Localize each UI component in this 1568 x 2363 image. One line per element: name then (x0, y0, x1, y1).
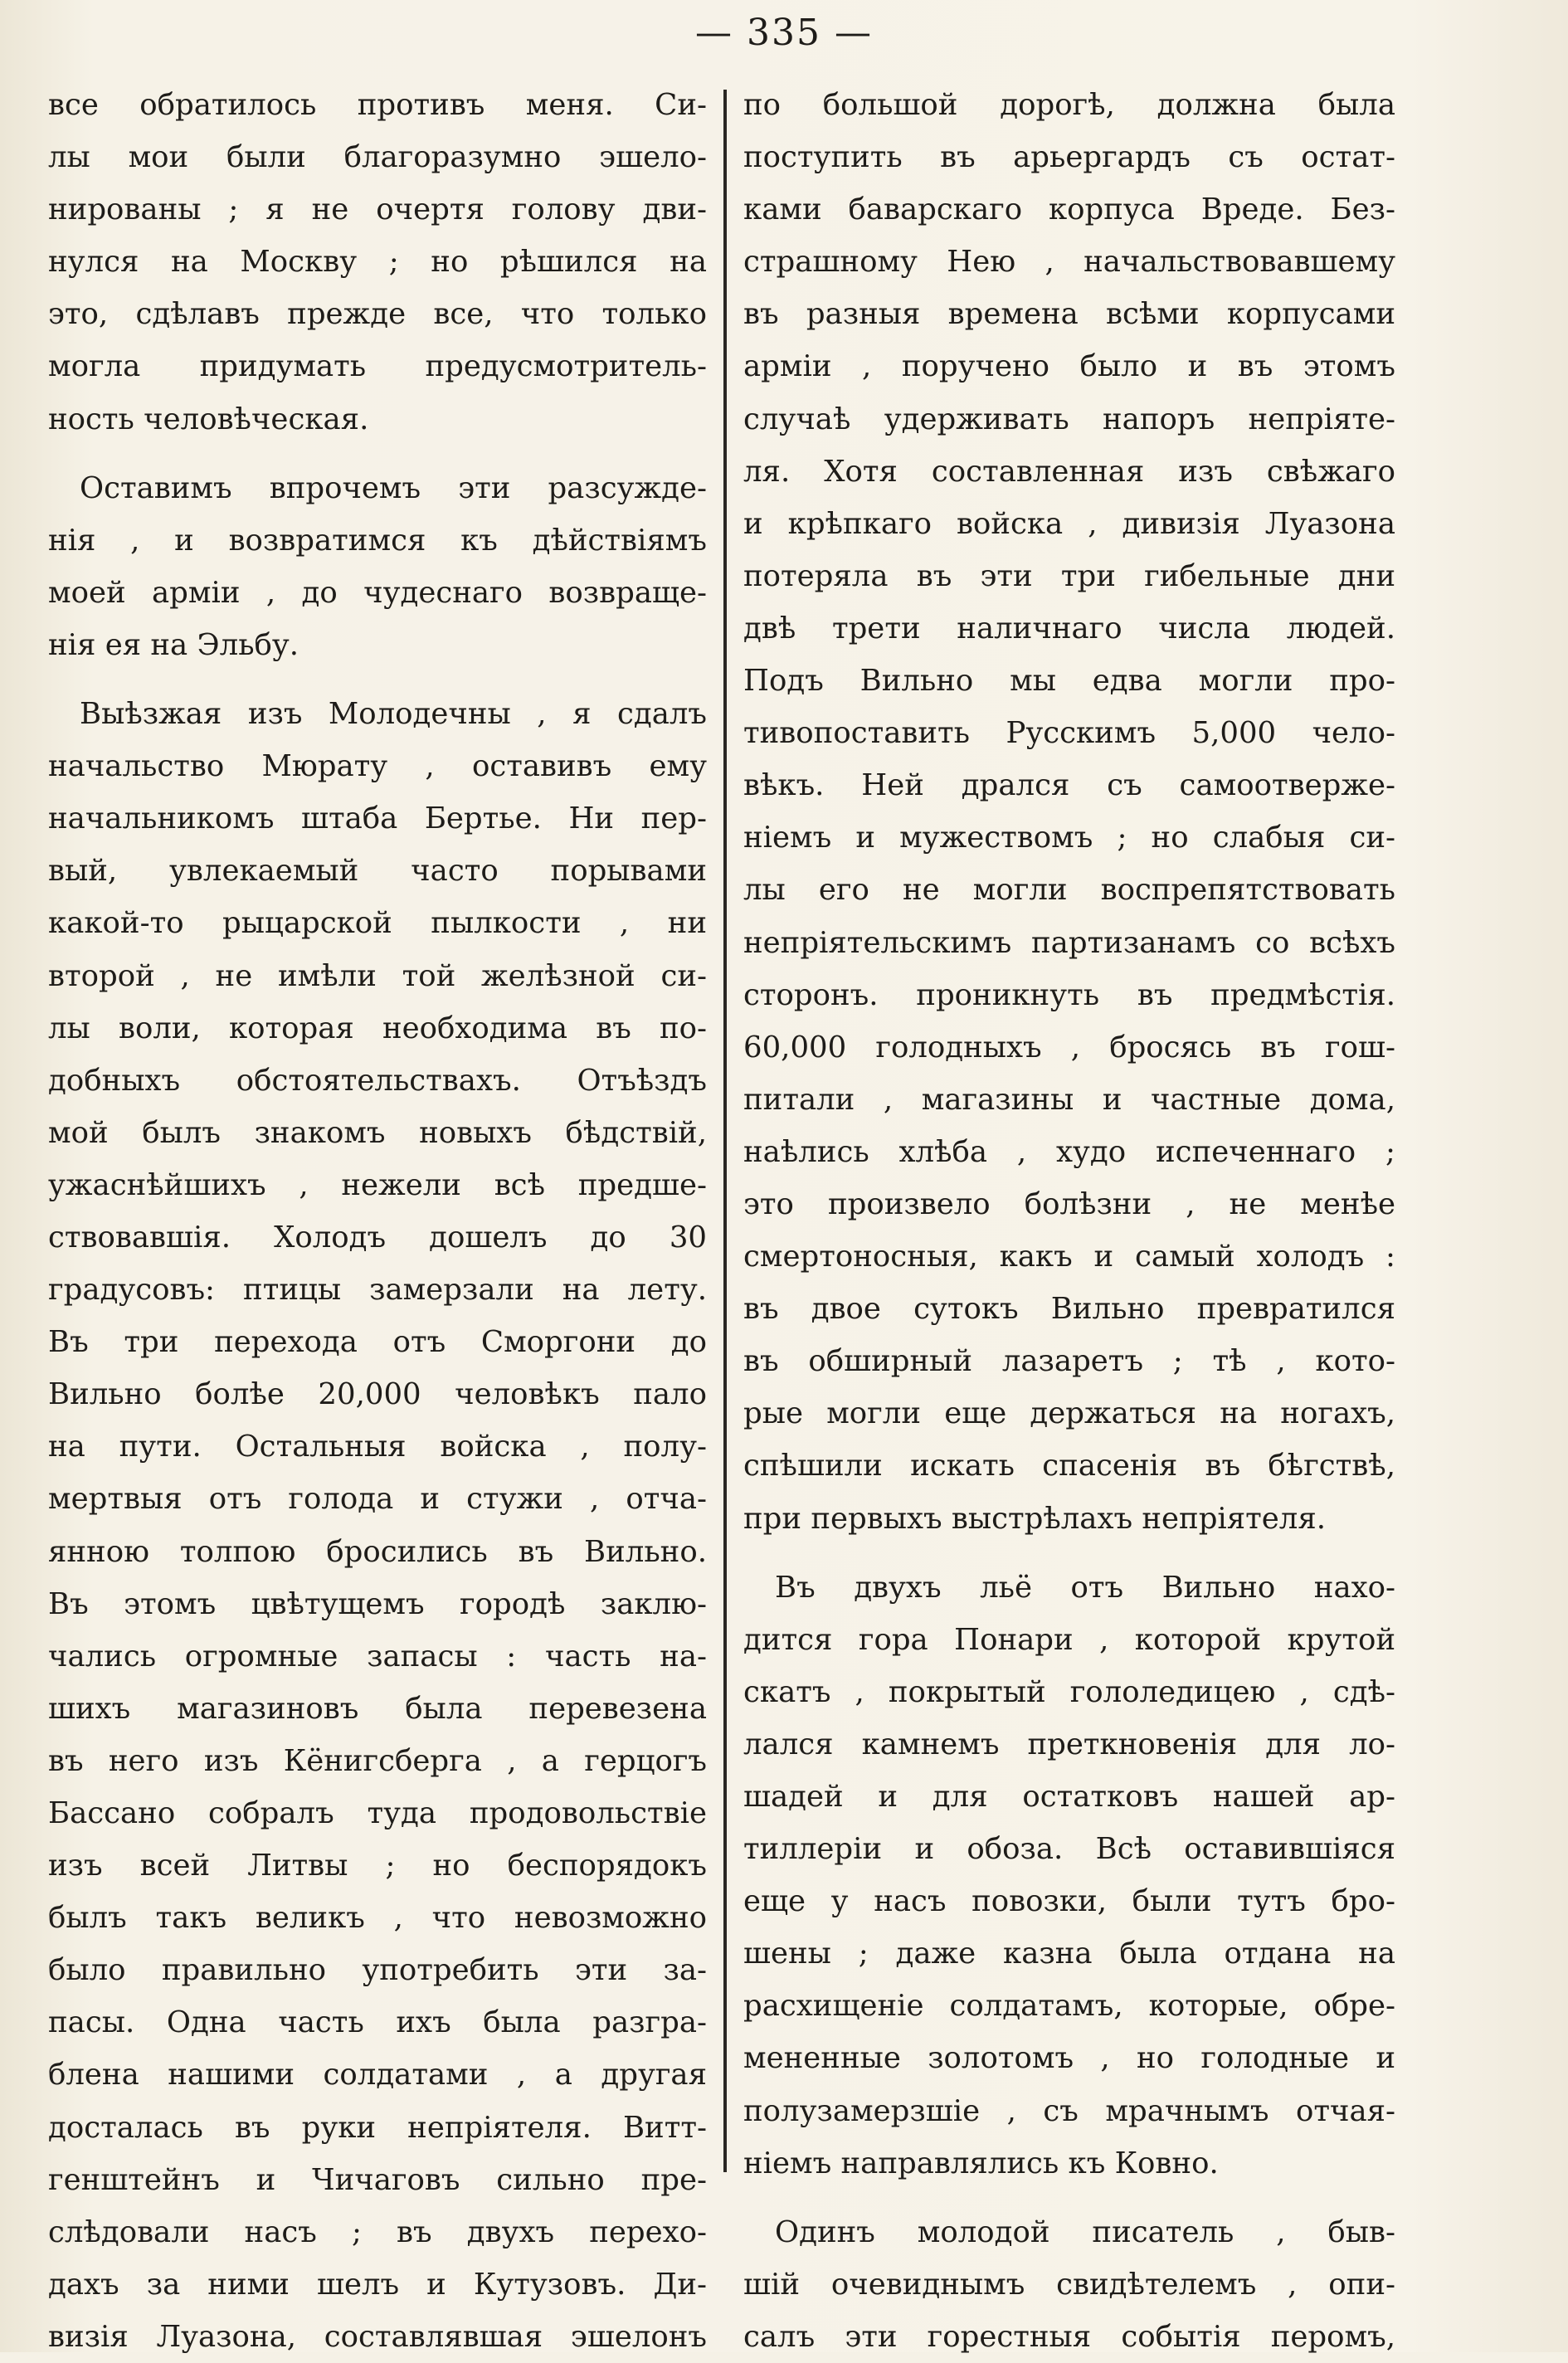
text-line: питали , магазины и частные дома, (743, 1082, 1395, 1117)
text-line: былъ такъ великъ , что невозможно (48, 1901, 707, 1936)
text-line: дахъ за ними шелъ и Кутузовъ. Ди- (48, 2267, 707, 2302)
text-line: дится гора Понари , которой крутой (743, 1622, 1395, 1657)
text-line: пасы. Одна часть ихъ была разгра- (48, 2005, 707, 2040)
paragraph-gap (48, 671, 707, 688)
text-line: по большой дорогѣ, должна была (743, 88, 1395, 122)
text-line: еще у насъ повозки, были тутъ бро- (743, 1884, 1395, 1919)
text-line: сторонъ. проникнуть въ предмѣстія. (743, 977, 1395, 1012)
text-line: это произвело болѣзни , не менѣе (743, 1186, 1395, 1221)
text-line: шихъ магазиновъ была перевезена (48, 1691, 707, 1726)
text-line: расхищеніе солдатамъ, которые, обре- (743, 1989, 1395, 2024)
text-line: при первыхъ выстрѣлахъ непріятеля. (743, 1501, 1327, 1536)
text-line: лы воли, которая необходима въ по- (48, 1011, 707, 1045)
text-line: случаѣ удерживать напоръ непріяте- (743, 402, 1395, 436)
text-line: лы его не могли воспрепятствовать (743, 873, 1395, 908)
text-line: досталась въ руки непріятеля. Витт- (48, 2110, 707, 2145)
text-line: слѣдовали насъ ; въ двухъ перехо- (48, 2214, 707, 2249)
text-line: градусовъ: птицы замерзали на лету. (48, 1273, 707, 1308)
text-line: шадей и для остатковъ нашей ар- (743, 1780, 1395, 1814)
paragraph-gap (743, 2190, 1395, 2206)
text-line: мертвыя отъ голода и стужи , отча- (48, 1482, 707, 1517)
text-line: моей арміи , до чудеснаго возвраще- (48, 575, 707, 610)
text-line: въ обширный лазаретъ ; тѣ , кото- (743, 1344, 1395, 1379)
text-line: Въ этомъ цвѣтущемъ городѣ заклю- (48, 1586, 707, 1621)
text-line: вѣкъ. Ней дрался съ самоотверже- (743, 768, 1395, 803)
text-line: Въ двухъ льё отъ Вильно нахо- (775, 1570, 1395, 1605)
text-line: арміи , поручено было и въ этомъ (743, 349, 1395, 384)
paragraph-gap (743, 1545, 1395, 1562)
text-line: шены ; даже казна была отдана на (743, 1937, 1395, 1971)
text-line: ніемъ и мужествомъ ; но слабыя си- (743, 821, 1395, 855)
column-divider (723, 90, 727, 2172)
text-line: Выѣзжая изъ Молодечны , я сдалъ (80, 697, 707, 732)
right-column (743, 79, 1395, 2363)
page-number: — 335 — (695, 12, 873, 54)
text-line: ность человѣческая. (48, 402, 369, 436)
text-line: страшному Нею , начальствовавшему (743, 245, 1395, 280)
text-line: полузамерзшіе , съ мрачнымъ отчая- (743, 2093, 1395, 2128)
text-line: Бассано собралъ туда продовольствіе (48, 1796, 707, 1830)
text-line: ужаснѣйшихъ , нежели всѣ предше- (48, 1167, 707, 1202)
text-line: потеряла въ эти три гибельные дни (743, 558, 1395, 593)
text-line: въ него изъ Кёнигсберга , а герцогъ (48, 1743, 707, 1778)
text-line: Оставимъ впрочемъ эти разсужде- (80, 470, 707, 505)
text-line: начальство Мюрату , оставивъ ему (48, 749, 707, 784)
text-line: лался камнемъ преткновенія для ло- (743, 1727, 1395, 1761)
text-line: рые могли еще держаться на ногахъ, (743, 1396, 1395, 1431)
text-line: нулся на Москву ; но рѣшился на (48, 245, 707, 280)
text-line: Одинъ молодой писатель , быв- (775, 2214, 1395, 2249)
text-line: все обратилось противъ меня. Си- (48, 88, 707, 122)
text-line: въ разныя времена всѣми корпусами (743, 297, 1395, 332)
text-line: спѣшили искать спасенія въ бѣгствѣ, (743, 1449, 1395, 1484)
text-line: двѣ трети наличнаго числа людей. (743, 611, 1395, 646)
text-line: скатъ , покрытый гололедицею , сдѣ- (743, 1674, 1395, 1709)
text-line: добныхъ обстоятельствахъ. Отъѣздъ (48, 1063, 707, 1098)
text-line: вый, увлекаемый часто порывами (48, 854, 707, 889)
text-line: было правильно употребить эти за- (48, 1953, 707, 1988)
text-line: поступить въ арьергардъ съ остат- (743, 140, 1395, 175)
text-line: 60,000 голодныхъ , бросясь въ гош- (743, 1030, 1395, 1065)
text-line: непріятельскимъ партизанамъ со всѣхъ (743, 925, 1395, 960)
text-line: Подъ Вильно мы едва могли про- (743, 664, 1395, 699)
text-line: чались огромные запасы : часть на- (48, 1639, 707, 1674)
text-line: тиллеріи и обоза. Всѣ оставившіяся (743, 1832, 1395, 1867)
text-line: изъ всей Литвы ; но беспорядокъ (48, 1849, 707, 1883)
text-line: ніемъ направлялись къ Ковно. (743, 2146, 1219, 2180)
text-line: янною толпою бросились въ Вильно. (48, 1534, 707, 1569)
text-line: тивопоставить Русскимъ 5,000 чело- (743, 716, 1395, 751)
text-line: нія ея на Эльбу. (48, 627, 299, 662)
text-line: Вильно болѣе 20,000 человѣкъ пало (48, 1377, 707, 1412)
text-line: блена нашими солдатами , а другая (48, 2058, 707, 2093)
text-line: Въ три перехода отъ Сморгони до (48, 1325, 707, 1360)
text-line: нія , и возвратимся къ дѣйствіямъ (48, 523, 707, 558)
text-line: на пути. Остальныя войска , полу- (48, 1430, 707, 1464)
text-line: какой-то рыцарской пылкости , ни (48, 906, 707, 941)
text-line: это, сдѣлавъ прежде все, что только (48, 297, 707, 332)
text-line: шій очевиднымъ свидѣтелемъ , опи- (743, 2267, 1395, 2302)
text-line: и крѣпкаго войска , дивизія Луазона (743, 506, 1395, 541)
text-line: въ двое сутокъ Вильно превратился (743, 1292, 1395, 1327)
text-line: лы мои были благоразумно эшело- (48, 140, 707, 175)
text-line: ками баварскаго корпуса Вреде. Без- (743, 192, 1395, 227)
text-line: ля. Хотя составленная изъ свѣжаго (743, 454, 1395, 489)
text-line: визія Луазона, составлявшая эшелонъ (48, 2319, 707, 2354)
text-line: начальникомъ штаба Бертье. Ни пер- (48, 801, 707, 836)
text-line: могла придумать предусмотритель- (48, 349, 707, 384)
text-line: наѣлись хлѣба , худо испеченнаго ; (743, 1134, 1395, 1169)
text-line: салъ эти горестныя событія перомъ, (743, 2319, 1395, 2354)
text-line: ствовавшія. Холодъ дошелъ до 30 (48, 1220, 707, 1255)
text-line: мененные золотомъ , но голодные и (743, 2041, 1395, 2076)
left-column (48, 79, 707, 2363)
text-line: смертоносныя, какъ и самый холодъ : (743, 1240, 1395, 1274)
text-line: мой былъ знакомъ новыхъ бѣдствій, (48, 1115, 707, 1150)
paragraph-gap (48, 446, 707, 462)
text-line: второй , не имѣли той желѣзной си- (48, 958, 707, 993)
text-line: генштейнъ и Чичаговъ сильно пре- (48, 2162, 707, 2197)
text-line: нированы ; я не очертя голову дви- (48, 192, 707, 227)
